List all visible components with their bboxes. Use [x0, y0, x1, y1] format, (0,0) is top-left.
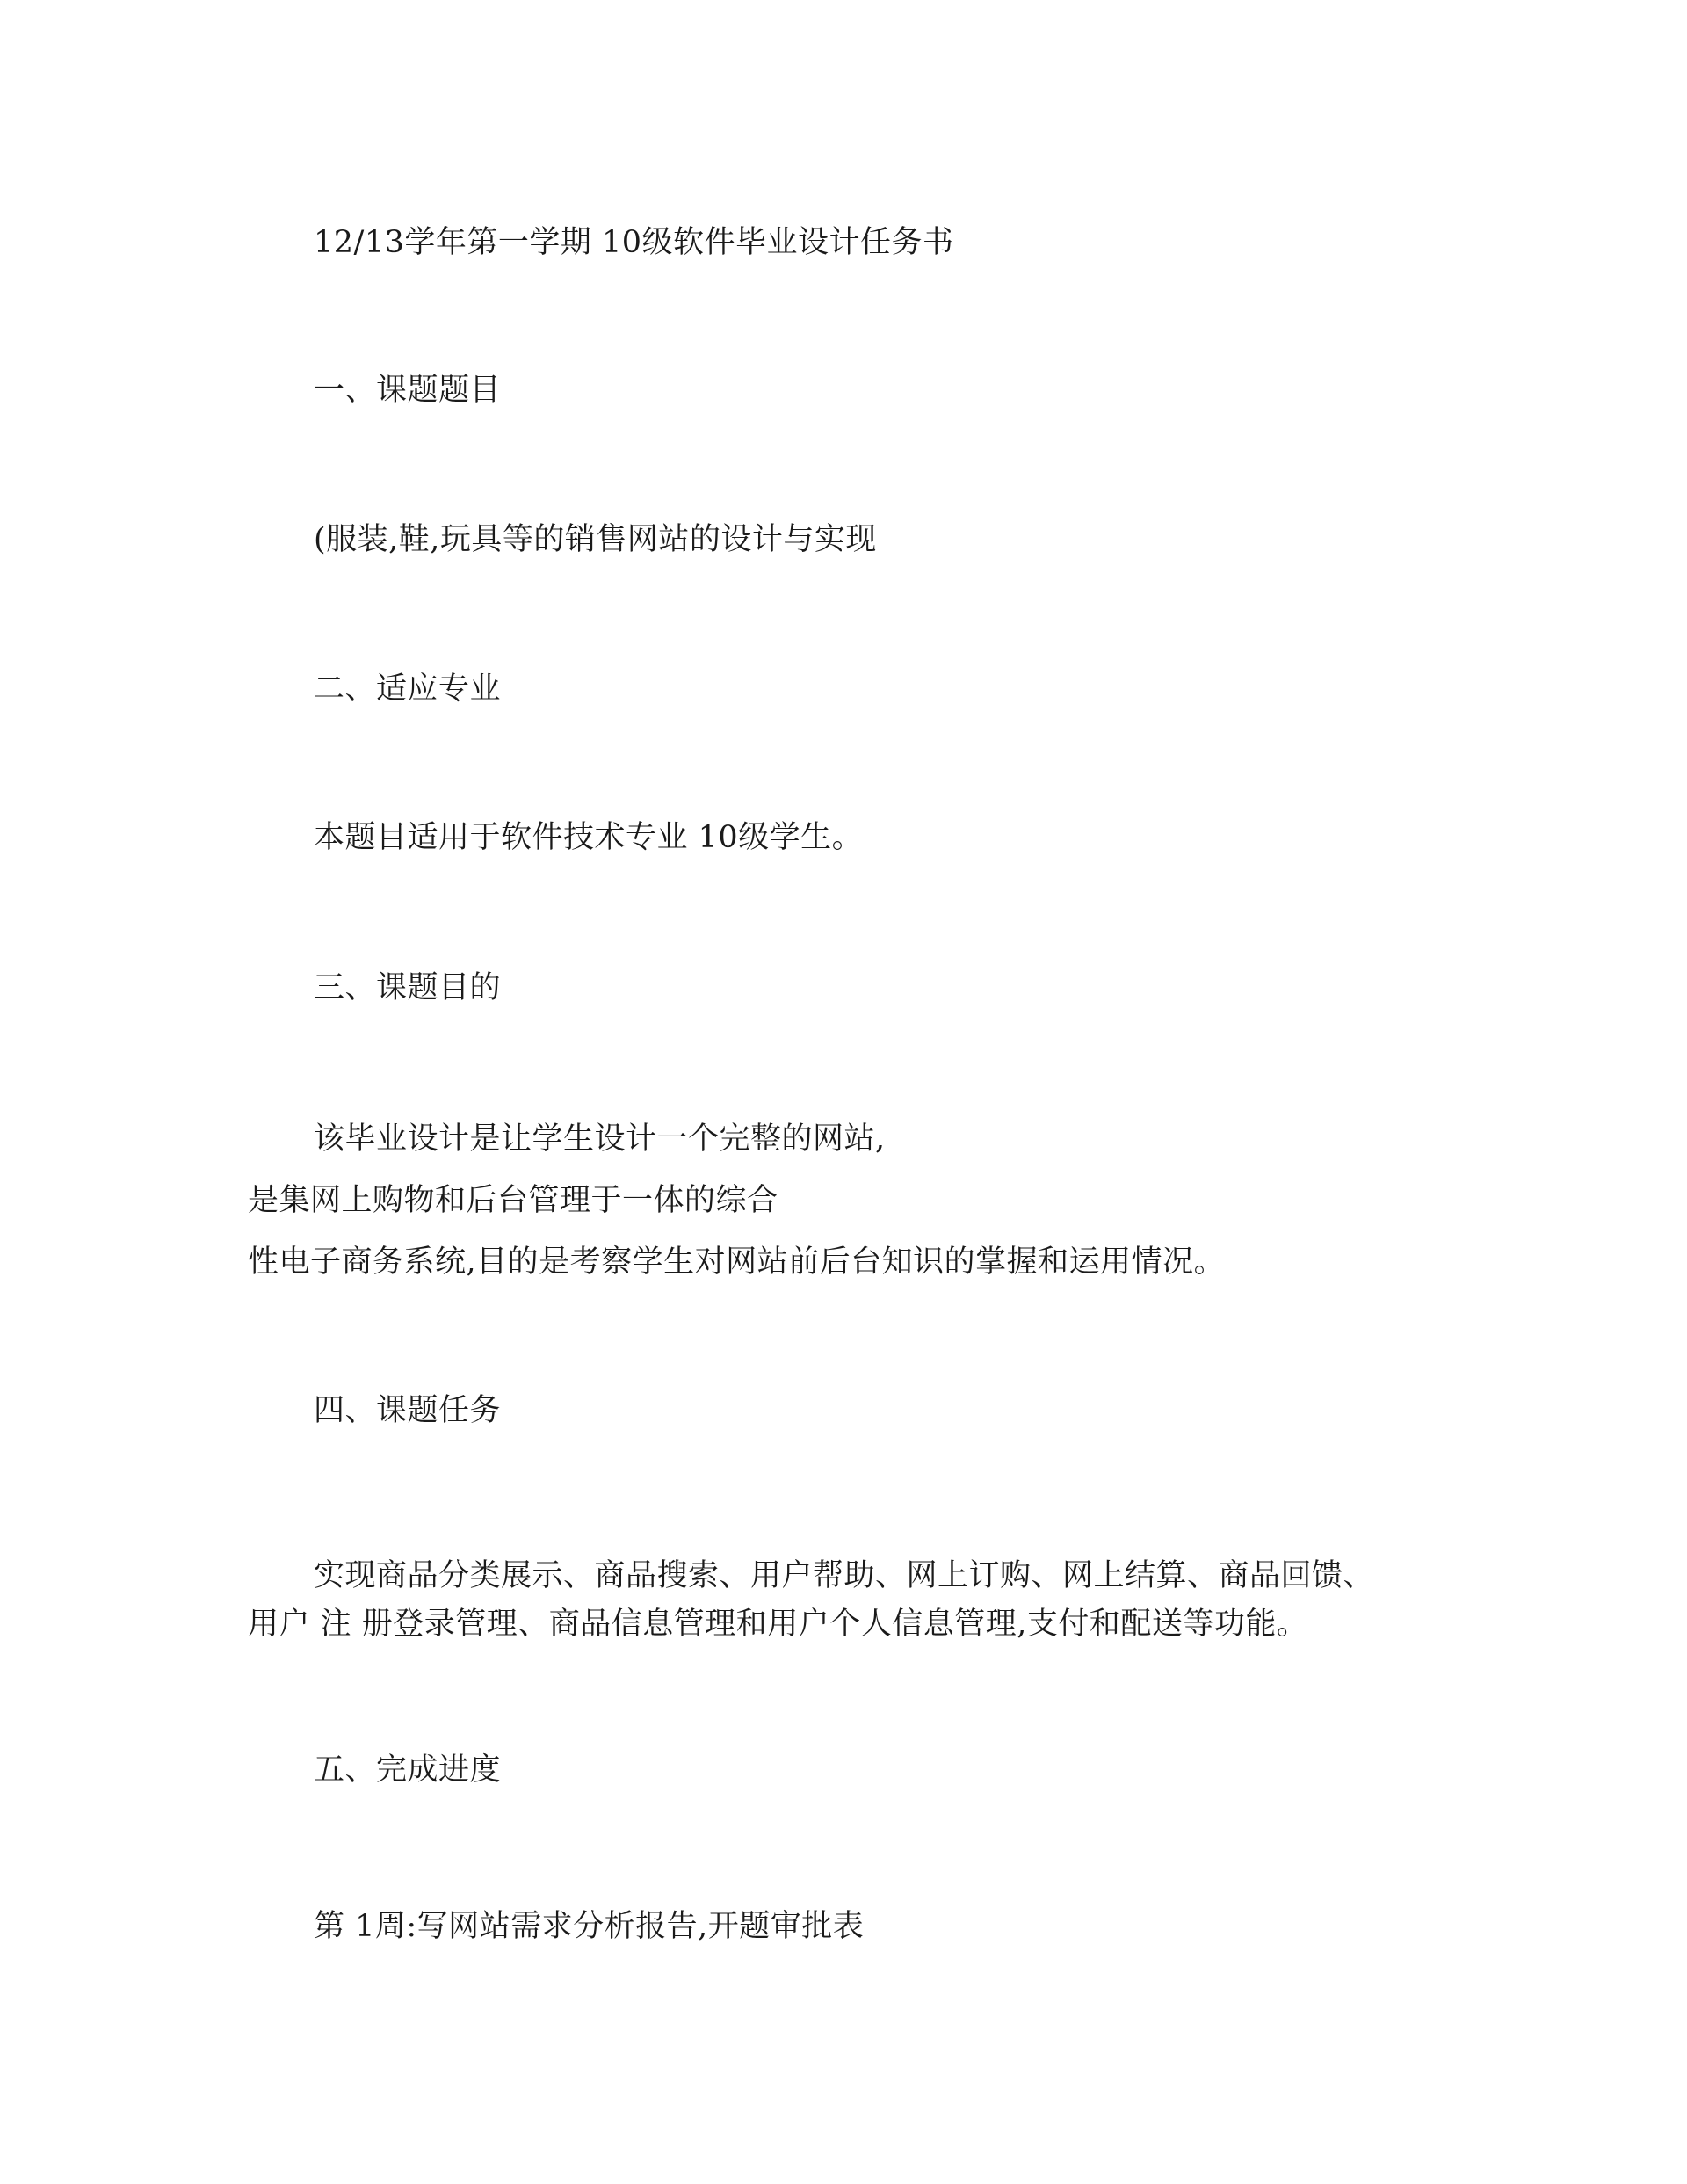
section-heading-major: 二、适应专业	[314, 671, 502, 707]
purpose-text-line-1: 该毕业设计是让学生设计一个完整的网站,	[314, 1121, 886, 1157]
topic-text: (服装,鞋,玩具等的销售网站的设计与实现	[314, 522, 877, 557]
tasks-text-line-1: 实现商品分类展示、商品搜索、用户帮助、网上订购、网上结算、商品回馈、	[314, 1558, 1375, 1593]
schedule-week-1: 第 1周:写网站需求分析报告,开题审批表	[314, 1909, 865, 1944]
major-text: 本题目适用于软件技术专业 10级学生。	[314, 820, 864, 855]
document-title: 12/13学年第一学期 10级软件毕业设计任务书	[314, 225, 954, 260]
section-heading-schedule: 五、完成进度	[314, 1752, 502, 1788]
section-heading-topic: 一、课题题目	[314, 373, 502, 408]
purpose-text-line-2: 是集网上购物和后台管理于一体的综合	[248, 1183, 778, 1218]
purpose-text-line-3: 性电子商务系统,目的是考察学生对网站前后台知识的掌握和运用情况。	[248, 1244, 1226, 1280]
tasks-text-line-2: 用户 注 册登录管理、商品信息管理和用户个人信息管理,支付和配送等功能。	[248, 1607, 1308, 1642]
section-heading-tasks: 四、课题任务	[314, 1393, 502, 1428]
section-heading-purpose: 三、课题目的	[314, 970, 502, 1005]
